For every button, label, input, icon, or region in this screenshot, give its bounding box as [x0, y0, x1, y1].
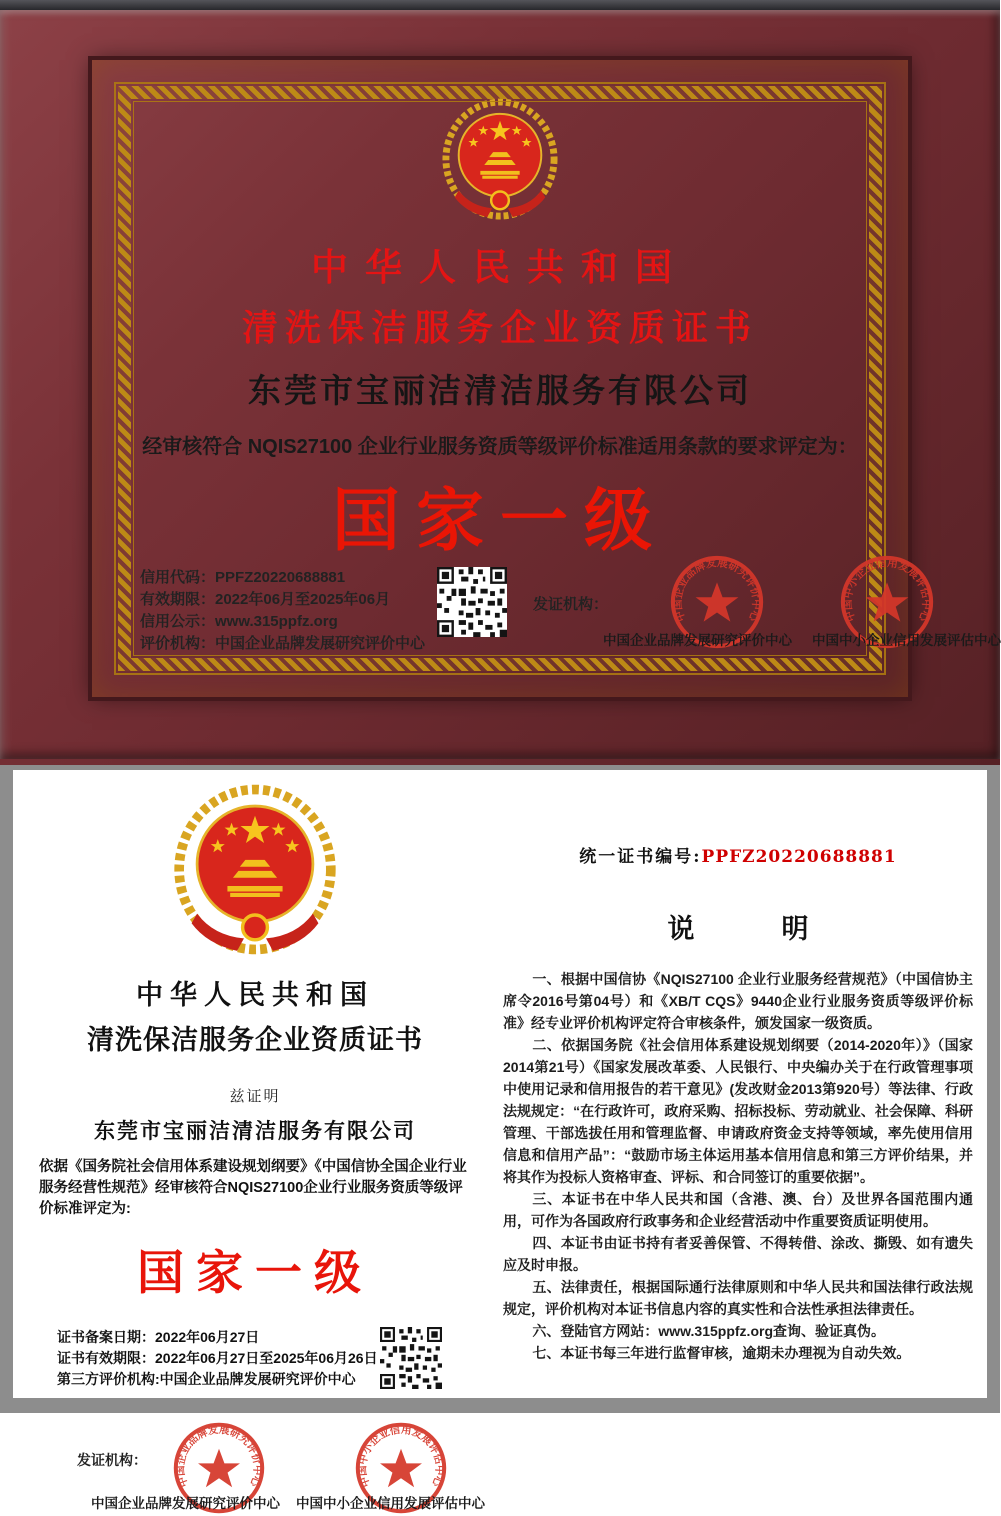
gold-certificate-plate: [92, 60, 1001, 697]
note-item-2: 二、依据国务院《社会信用体系建设规划纲要（2014-2020年）》（国家2014第21号）《国家发展改革委、人民银行、中央编办关于在行政管理事项中使用记录和信用报告的若干意见》(发改财金2013第920号）等法律、行政法规规定：“在行政许可，政府采购、招标投标、劳动就业、社会保障、科研管理、干部选拔任用和管理监督、申请政府资金支持等领域，率先使用信用信息和信用产品”：“鼓励市场主体运用基本信用信息和第三方评价结果，并将其作为投标人资格审查、评标、和合同签订的重要依据”。: [503, 1037, 973, 1185]
page-company-name: 东莞市宝丽洁清洁服务有限公司: [94, 1120, 416, 1143]
publicity-url-line: 信用公示：www.315ppfz.org: [140, 613, 338, 630]
svg-text:中国企业品牌发展研究评价中心: 中国企业品牌发展研究评价中心: [175, 1424, 263, 1489]
issuer-label: 发证机构：: [533, 596, 609, 613]
issuer-names: [603, 629, 1001, 649]
notes-heading: 说 明: [667, 914, 839, 944]
grade-text: 国家一级: [331, 481, 668, 561]
record-lines: [57, 1327, 378, 1390]
issuer-block: [533, 557, 1001, 649]
record-block: [57, 1327, 481, 1390]
note-item-3: 三、本证书在中华人民共和国（含港、澳、台）及世界各国范围内通用，可作为各国政府行政事务和企业经营活动中作重要资质证明使用。: [503, 1191, 973, 1229]
note-item-7: 七、本证书每三年进行监督审核，逾期未办理视为自动失效。: [532, 1345, 911, 1361]
certificate-page: [13, 770, 987, 1511]
record-validity-line: 证书有效期限：2022年06月27日至2025年06月26日: [57, 1350, 378, 1366]
page-issuer-block: [29, 1420, 485, 1512]
certificate-number-label: 统一证书编号:: [579, 847, 702, 867]
page-grade-text: 国家一级: [137, 1246, 373, 1301]
validity-line: 有效期限：2022年06月至2025年06月: [140, 591, 391, 608]
certificate-number-value: PPFZ20220688881: [701, 847, 897, 867]
certify-label: 兹证明: [229, 1088, 281, 1105]
national-emblem-icon: [441, 98, 559, 228]
credit-info-block: [140, 567, 425, 655]
evaluator-line: 评价机构：中国企业品牌发展研究评价中心: [140, 635, 426, 652]
note-item-6: 六、登陆官方网站：www.315ppfz.org查询、验证真伪。: [532, 1323, 885, 1339]
certificate-number-line: [503, 842, 973, 867]
page-right-column: [503, 784, 973, 1364]
evaluation-basis: 依据《国务院社会信用体系建设规划纲要》《中国信协全国企业行业服务经营性规范》经审核符合NQIS27100企业行业服务资质等级评价标准评定为:: [39, 1159, 467, 1217]
qr-code: [437, 567, 507, 637]
certificate-page-scan: [0, 765, 1000, 1511]
national-emblem-icon: [171, 784, 339, 966]
certificate-title: 清洗保洁服务企业资质证书: [241, 307, 758, 348]
issuer-name-1: 中国企业品牌发展研究评价中心: [603, 633, 793, 648]
page-issuer-names: [91, 1492, 485, 1512]
certificate-country-title: 中华人民共和国: [311, 247, 689, 288]
notes-list: [503, 968, 973, 1364]
certificate-footer: [140, 557, 1001, 655]
qr-code: [380, 1327, 442, 1389]
note-item-5: 五、法律责任，根据国际通行法律原则和中华人民共和国法律行政法规规定，评价机构对本证书信息内容的真实性和合法性承担法律责任。: [503, 1279, 973, 1317]
record-evaluator-line: 第三方评价机构:中国企业品牌发展研究评价中心: [57, 1371, 356, 1387]
assessment-statement: 经审核符合 NQIS27100 企业行业服务资质等级评价标准适用条款的要求评定为：: [142, 436, 858, 458]
company-name: 东莞市宝丽洁清洁服务有限公司: [248, 372, 752, 409]
issuer-name-2: 中国中小企业信用发展评估中心: [296, 1496, 485, 1511]
svg-text:中国中小企业信用发展评估中心: 中国中小企业信用发展评估中心: [357, 1424, 445, 1489]
page-issuer-label: 发证机构：: [77, 1452, 147, 1468]
frame-top-edge: [0, 0, 1000, 10]
page-left-column: [29, 784, 485, 1512]
credit-code-line: 信用代码：PPFZ20220688881: [140, 569, 346, 586]
svg-text:中国中小企业信用发展评估中心: 中国中小企业信用发展评估中心: [841, 557, 933, 624]
note-item-4: 四、本证书由证书持有者妥善保管、不得转借、涂改、撕毁、如有遗失应及时申报。: [503, 1235, 973, 1273]
issuer-name-1: 中国企业品牌发展研究评价中心: [91, 1496, 280, 1511]
issuer-name-2: 中国中小企业信用发展评估中心: [812, 633, 1001, 648]
record-date-line: 证书备案日期：2022年06月27日: [57, 1329, 260, 1345]
page-certificate-title: 清洗保洁服务企业资质证书: [87, 1025, 423, 1055]
page-country-title: 中华人民共和国: [136, 980, 374, 1010]
svg-text:中国企业品牌发展研究评价中心: 中国企业品牌发展研究评价中心: [671, 557, 763, 624]
note-item-1: 一、根据中国信协《NQIS27100 企业行业服务经营规范》（中国信协主席令2016号第04号）和《XB/T CQS》9440企业行业服务资质等级评价标准》经专业评价机构评定符合审核条件，颁发国家一级资质。: [503, 971, 973, 1031]
